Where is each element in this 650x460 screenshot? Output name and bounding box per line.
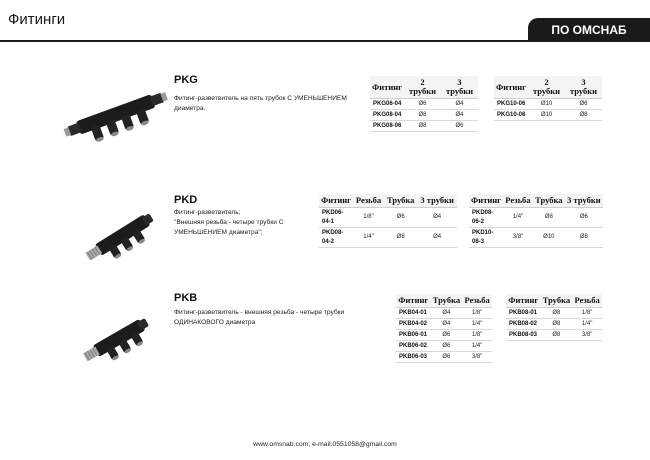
pkb-fitting-image	[78, 302, 158, 374]
table-cell: Ø4	[431, 319, 463, 330]
column-header: 2 трубки	[404, 76, 441, 99]
table-cell: Ø8	[404, 110, 441, 121]
table-row	[396, 319, 492, 330]
table-cell: 1/8"	[353, 208, 384, 228]
column-header: Резьба	[462, 294, 492, 308]
table-cell: Ø10	[528, 110, 565, 121]
table-row	[396, 308, 492, 319]
column-header: Трубка	[384, 194, 417, 208]
table-cell: Ø6	[431, 341, 463, 352]
pkg-fitting-image	[62, 80, 172, 150]
column-header: Фитинг	[370, 76, 404, 99]
column-header: Фитинг	[494, 76, 528, 99]
fitting-code: PKB04-02	[396, 319, 431, 330]
column-header: Фитинг	[506, 294, 541, 308]
table-cell: 1/8"	[462, 308, 492, 319]
column-header: Фитинг	[469, 194, 503, 208]
table-cell: Ø6	[431, 352, 463, 363]
table-cell: Ø4	[417, 208, 457, 228]
table-row	[319, 208, 457, 228]
table-row	[370, 110, 478, 121]
table-cell: Ø10	[533, 228, 565, 248]
table-cell: Ø8	[541, 319, 573, 330]
table-cell: Ø8	[533, 208, 565, 228]
column-header: Резьба	[353, 194, 384, 208]
table-row	[396, 341, 492, 352]
table-cell: Ø6	[565, 208, 603, 228]
pkd-fitting-image	[82, 196, 162, 276]
table-row	[494, 99, 602, 110]
table-cell: Ø4	[441, 110, 478, 121]
table-cell: Ø6	[404, 99, 441, 110]
table-cell: 3/8"	[572, 330, 602, 341]
fitting-code: PKG10-08	[494, 110, 528, 121]
fitting-code: PKB08-01	[506, 308, 541, 319]
fitting-code: PKB04-01	[396, 308, 431, 319]
table-cell: Ø6	[431, 330, 463, 341]
pkg-table-1	[370, 76, 478, 132]
table-row	[396, 330, 492, 341]
fitting-code: PKB08-03	[506, 330, 541, 341]
pkd-title: PKD	[174, 194, 198, 206]
table-cell: 1/8"	[572, 308, 602, 319]
table-cell: Ø8	[541, 330, 573, 341]
column-header: Трубка	[533, 194, 565, 208]
column-header: Трубка	[541, 294, 573, 308]
table-cell: Ø8	[565, 110, 602, 121]
table-row	[370, 121, 478, 132]
fitting-code: PKB08-02	[506, 319, 541, 330]
table-row	[506, 330, 602, 341]
page-header	[0, 0, 650, 42]
brand-name: ПО ОМСНАБ	[551, 23, 627, 37]
fitting-code: PKD06-04-1	[319, 208, 353, 228]
column-header: Фитинг	[319, 194, 353, 208]
column-header: 3 трубки	[565, 194, 603, 208]
fitting-code: PKG08-04	[370, 110, 404, 121]
fitting-code: PKB06-02	[396, 341, 431, 352]
table-row	[506, 308, 602, 319]
fitting-code: PKD10-08-3	[469, 228, 503, 248]
column-header: 3 трубки	[417, 194, 457, 208]
table-cell: Ø8	[384, 228, 417, 248]
table-cell: 1/8"	[462, 330, 492, 341]
table-row	[396, 352, 492, 363]
fitting-code: PKB06-03	[396, 352, 431, 363]
brand-badge	[528, 18, 650, 42]
pkb-description: Фитинг-разветвитель - внешняя резьба - четыре трубки ОДИНАКОВОГО диаметра	[174, 309, 345, 326]
table-row	[319, 228, 457, 248]
pkd-table-2	[469, 194, 603, 248]
fitting-code: PKG10-06	[494, 99, 528, 110]
fitting-code: PKB06-01	[396, 330, 431, 341]
page-title: Фитинги	[8, 11, 66, 28]
table-cell: 1/4"	[462, 341, 492, 352]
table-cell: 1/4"	[462, 319, 492, 330]
table-cell: Ø6	[565, 99, 602, 110]
table-row	[469, 228, 603, 248]
table-cell: 1/4"	[572, 319, 602, 330]
pkd-description: Фитинг-разветвитель; "Внешняя резьба - четыре трубки С УМЕНЬШЕНИЕМ диаметра";	[174, 209, 284, 236]
column-header: 3 трубки	[441, 76, 478, 99]
table-cell: Ø8	[404, 121, 441, 132]
table-cell: Ø4	[441, 99, 478, 110]
column-header: Фитинг	[396, 294, 431, 308]
table-row	[469, 208, 603, 228]
table-cell: Ø4	[417, 228, 457, 248]
table-row	[494, 110, 602, 121]
column-header: Резьба	[572, 294, 602, 308]
column-header: Резьба	[503, 194, 533, 208]
table-cell: 3/8"	[462, 352, 492, 363]
fitting-code: PKD08-04-2	[319, 228, 353, 248]
pkg-table-2	[494, 76, 602, 121]
fitting-code: PKD08-06-2	[469, 208, 503, 228]
footer-contacts: www.omsnab.com; e-mail:0551058@gmail.com	[253, 441, 397, 448]
fitting-code: PKG06-04	[370, 99, 404, 110]
pkb-table-2	[506, 294, 602, 341]
pkd-table-1	[319, 194, 457, 248]
table-cell: Ø4	[431, 308, 463, 319]
column-header: Трубка	[431, 294, 463, 308]
table-cell: Ø6	[384, 208, 417, 228]
table-row	[370, 99, 478, 110]
pkg-title: PKG	[174, 74, 198, 86]
column-header: 3 трубки	[565, 76, 602, 99]
table-cell: Ø10	[528, 99, 565, 110]
pkg-description: Фитинг-разветвитель на пять трубок С УМЕНЬШЕНИЕМ диаметра.	[174, 95, 347, 112]
table-cell: Ø8	[541, 308, 573, 319]
table-cell: 1/4"	[503, 208, 533, 228]
pkb-table-1	[396, 294, 492, 363]
table-row	[506, 319, 602, 330]
column-header: 2 трубки	[528, 76, 565, 99]
table-cell: Ø8	[565, 228, 603, 248]
pkb-title: PKB	[174, 292, 198, 304]
table-cell: Ø6	[441, 121, 478, 132]
table-cell: 1/4"	[353, 228, 384, 248]
fitting-code: PKG08-06	[370, 121, 404, 132]
table-cell: 3/8"	[503, 228, 533, 248]
